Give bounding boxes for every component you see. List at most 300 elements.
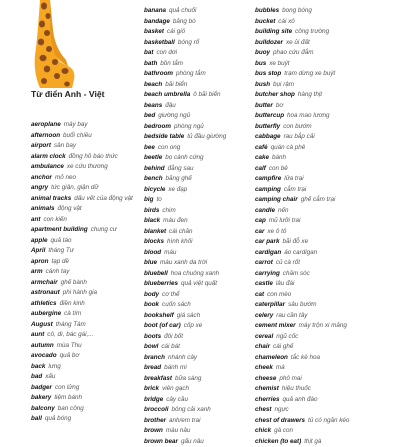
dictionary-entry: [144, 153, 259, 164]
dictionary-entry: [31, 414, 146, 425]
english-word: afternoon: [31, 132, 60, 139]
english-word: calf: [255, 165, 266, 172]
dictionary-entry: [255, 48, 370, 59]
english-word: book: [144, 301, 159, 308]
dictionary-entry: [255, 426, 370, 437]
dictionary-entry: [31, 152, 146, 163]
dictionary-entry: [255, 437, 370, 447]
dictionary-entry: [255, 258, 370, 269]
vietnamese-translation: phòng tắm: [176, 70, 206, 77]
vietnamese-translation: xấu: [45, 373, 55, 380]
english-word: aubergine: [31, 310, 61, 317]
english-word: astronaut: [31, 289, 60, 296]
vietnamese-translation: điền kinh: [60, 300, 85, 307]
english-word: bath: [144, 60, 157, 67]
english-word: body: [144, 291, 159, 298]
dictionary-entry: [144, 384, 259, 395]
dictionary-entry: [144, 342, 259, 353]
vietnamese-translation: ngũ cốc: [276, 333, 298, 340]
vietnamese-translation: bông cải xanh: [172, 406, 211, 413]
vietnamese-translation: phô mai: [279, 375, 301, 382]
dictionary-column-1: [31, 120, 146, 425]
vietnamese-translation: đậu: [165, 102, 176, 109]
dictionary-entry: [255, 227, 370, 238]
vietnamese-translation: quả bóng: [45, 415, 71, 422]
dictionary-entry: [255, 59, 370, 70]
vietnamese-translation: rau cần tây: [276, 312, 307, 319]
english-word: castle: [255, 280, 273, 287]
vietnamese-translation: lửa trại: [284, 175, 303, 182]
english-word: butterfly: [255, 123, 280, 130]
dictionary-entry: [255, 164, 370, 175]
dictionary-entry: [31, 330, 146, 341]
english-word: boot (of car): [144, 322, 181, 329]
english-word: bubbles: [255, 7, 279, 14]
english-word: bus: [255, 60, 266, 67]
english-word: black: [144, 217, 160, 224]
english-word: car park: [255, 238, 280, 245]
english-word: bluebell: [144, 270, 168, 277]
english-word: butter: [255, 102, 273, 109]
english-word: brown: [144, 427, 163, 434]
english-word: cake: [255, 154, 269, 161]
vietnamese-translation: nến: [278, 207, 289, 214]
dictionary-entry: [31, 246, 146, 257]
dictionary-entry: [255, 342, 370, 353]
english-word: badger: [31, 384, 52, 391]
dictionary-entry: [255, 185, 370, 196]
english-word: broccoli: [144, 406, 169, 413]
vietnamese-translation: thịt gà: [304, 438, 321, 445]
vietnamese-translation: con mèo: [267, 291, 291, 298]
vietnamese-translation: cô, dì, bác gái,...: [47, 331, 93, 338]
vietnamese-translation: áo cardigan: [284, 249, 317, 256]
english-word: ant: [31, 216, 40, 223]
vietnamese-translation: bơ: [276, 102, 283, 109]
vietnamese-translation: xe đạp: [168, 186, 187, 193]
vietnamese-translation: hiệu thuốc: [282, 385, 311, 392]
english-word: bus stop: [255, 70, 281, 77]
dictionary-entry: [144, 353, 259, 364]
dictionary-entry: [144, 258, 259, 269]
dictionary-entry: [255, 206, 370, 217]
vietnamese-translation: con kiến: [43, 216, 66, 223]
vietnamese-translation: cái giỏ: [167, 28, 185, 35]
english-word: camping chair: [255, 196, 298, 203]
dictionary-entry: [255, 248, 370, 259]
vietnamese-translation: giường ngủ: [158, 112, 190, 119]
dictionary-column-2: [144, 6, 259, 447]
vietnamese-translation: hoa mao lương: [287, 112, 329, 119]
dictionary-entry: [31, 278, 146, 289]
english-word: brick: [144, 385, 159, 392]
dictionary-entry: [31, 404, 146, 415]
english-word: August: [31, 321, 53, 328]
vietnamese-translation: to: [156, 196, 161, 203]
dictionary-entry: [255, 101, 370, 112]
english-word: blanket: [144, 228, 166, 235]
dictionary-entry: [31, 173, 146, 184]
vietnamese-translation: hàng thịt: [298, 91, 322, 98]
vietnamese-translation: phòng ngủ: [174, 123, 204, 130]
dictionary-entry: [31, 141, 146, 152]
dictionary-entry: [255, 290, 370, 301]
vietnamese-translation: tạp dề: [52, 258, 70, 265]
vietnamese-translation: xe ủi đất: [286, 39, 310, 46]
english-word: bed: [144, 112, 155, 119]
vietnamese-translation: đôi bốt: [164, 333, 183, 340]
dictionary-entry: [31, 257, 146, 268]
english-word: camping: [255, 186, 281, 193]
dictionary-entry: [31, 183, 146, 194]
vietnamese-translation: mùa Thu: [57, 342, 82, 349]
vietnamese-translation: cái xô: [278, 18, 294, 25]
vietnamese-translation: bãi biển: [165, 81, 187, 88]
dictionary-entry: [144, 59, 259, 70]
english-word: campfire: [255, 175, 281, 182]
english-word: bulldozer: [255, 39, 283, 46]
vietnamese-translation: màu xanh da trời: [160, 259, 207, 266]
dictionary-entry: [144, 363, 259, 374]
dictionary-entry: [31, 225, 146, 236]
english-word: avocado: [31, 352, 57, 359]
dictionary-entry: [144, 195, 259, 206]
english-word: cardigan: [255, 249, 281, 256]
dictionary-entry: [255, 311, 370, 322]
dictionary-entry: [144, 416, 259, 427]
dictionary-entry: [31, 372, 146, 383]
english-word: bowl: [144, 343, 158, 350]
dictionary-entry: [255, 80, 370, 91]
vietnamese-translation: ngực: [274, 406, 288, 413]
english-word: beetle: [144, 154, 162, 161]
vietnamese-translation: lâu đài: [276, 280, 295, 287]
dictionary-entry: [144, 90, 259, 101]
dictionary-entry: [255, 122, 370, 133]
dictionary-entry: [144, 405, 259, 416]
vietnamese-translation: quán cà phê: [271, 144, 306, 151]
vietnamese-translation: động vật: [57, 205, 81, 212]
vietnamese-translation: sân bay: [54, 142, 76, 149]
dictionary-entry: [144, 132, 259, 143]
vietnamese-translation: cái ghế: [273, 343, 293, 350]
english-word: brown bear: [144, 438, 178, 445]
english-word: bush: [255, 81, 270, 88]
english-word: carrying: [255, 270, 280, 277]
vietnamese-translation: bánh mì: [164, 364, 187, 371]
vietnamese-translation: con bướm: [283, 123, 311, 130]
vietnamese-translation: anh/em trai: [169, 417, 201, 424]
english-word: cabbage: [255, 133, 281, 140]
dictionary-entry: [255, 237, 370, 248]
vietnamese-translation: gà con: [274, 427, 293, 434]
vietnamese-translation: quả bơ: [60, 352, 80, 359]
vietnamese-translation: ô bãi biển: [193, 91, 220, 98]
english-word: beach umbrella: [144, 91, 190, 98]
vietnamese-translation: cơ thể: [162, 291, 179, 298]
dictionary-entry: [31, 341, 146, 352]
vietnamese-translation: con bê: [269, 165, 288, 172]
english-word: chicken (to eat): [255, 438, 301, 445]
vietnamese-translation: xe buýt: [269, 60, 289, 67]
vietnamese-translation: ban công: [58, 405, 84, 412]
english-word: brother: [144, 417, 166, 424]
dictionary-entry: [255, 384, 370, 395]
english-word: chick: [255, 427, 271, 434]
vietnamese-translation: má: [276, 364, 285, 371]
vietnamese-translation: ghế cắm trại: [301, 196, 336, 203]
vietnamese-translation: cuốn sách: [162, 301, 191, 308]
english-word: bread: [144, 364, 161, 371]
vietnamese-translation: hình khối: [167, 238, 193, 245]
english-word: buoy: [255, 49, 270, 56]
dictionary-entry: [255, 38, 370, 49]
vietnamese-translation: màu đen: [163, 217, 188, 224]
english-word: beans: [144, 102, 162, 109]
page-title: Từ điển Anh - Việt: [31, 89, 105, 99]
dictionary-entry: [255, 174, 370, 185]
vietnamese-translation: viên gạch: [162, 385, 189, 392]
english-word: cheek: [255, 364, 273, 371]
vietnamese-translation: tắc kè hoa: [291, 354, 320, 361]
english-word: ball: [31, 415, 42, 422]
vietnamese-translation: con ong: [158, 144, 180, 151]
dictionary-entry: [144, 279, 259, 290]
vietnamese-translation: đằng sau: [168, 165, 194, 172]
english-word: birds: [144, 207, 159, 214]
vietnamese-translation: bong bóng: [282, 7, 312, 14]
english-word: blue: [144, 259, 157, 266]
vietnamese-translation: tức giận, giận dữ: [51, 184, 98, 191]
english-word: arm: [31, 268, 43, 275]
vietnamese-translation: quả chuối: [169, 7, 196, 14]
english-word: cap: [255, 217, 266, 224]
dictionary-entry: [144, 290, 259, 301]
dictionary-entry: [255, 111, 370, 122]
vietnamese-translation: tháng Tám: [56, 321, 86, 328]
dictionary-entry: [31, 194, 146, 205]
dictionary-entry: [144, 143, 259, 154]
english-word: chest: [255, 406, 271, 413]
english-word: bandage: [144, 18, 170, 25]
english-word: chameleon: [255, 354, 288, 361]
english-word: café: [255, 144, 268, 151]
dictionary-entry: [31, 288, 146, 299]
english-word: cherries: [255, 396, 280, 403]
dictionary-entry: [144, 185, 259, 196]
dictionary-entry: [144, 332, 259, 343]
dictionary-entry: [144, 111, 259, 122]
dictionary-entry: [255, 195, 370, 206]
english-word: big: [144, 196, 153, 203]
vietnamese-translation: lưng: [48, 363, 60, 370]
english-word: aunt: [31, 331, 44, 338]
english-word: ambulance: [31, 163, 64, 170]
vietnamese-translation: cái bát: [161, 343, 180, 350]
giraffe-illustration: [22, 0, 84, 88]
dictionary-entry: [31, 267, 146, 278]
english-word: airport: [31, 142, 51, 149]
vietnamese-translation: quả táo: [50, 237, 71, 244]
english-word: bucket: [255, 18, 275, 25]
dictionary-entry: [144, 248, 259, 259]
english-word: armchair: [31, 279, 58, 286]
dictionary-entry: [255, 279, 370, 290]
english-word: animal tracks: [31, 195, 71, 202]
english-word: breakfast: [144, 375, 172, 382]
english-word: balcony: [31, 405, 55, 412]
english-word: animals: [31, 205, 54, 212]
vietnamese-translation: chăm sóc: [283, 270, 310, 277]
vietnamese-translation: cà tím: [64, 310, 81, 317]
english-word: candle: [255, 207, 275, 214]
vietnamese-translation: chung cư: [91, 226, 117, 233]
english-word: aeroplane: [31, 121, 61, 128]
english-word: building site: [255, 28, 292, 35]
vietnamese-translation: giá sách: [177, 312, 200, 319]
english-word: bicycle: [144, 186, 165, 193]
vietnamese-translation: buổi chiều: [63, 132, 92, 139]
english-word: banana: [144, 7, 166, 14]
vietnamese-translation: tủ có ngăn kéo: [308, 417, 349, 424]
dictionary-entry: [144, 206, 259, 217]
dictionary-entry: [144, 80, 259, 91]
english-word: autumn: [31, 342, 54, 349]
vietnamese-translation: hoa chuông xanh: [171, 270, 219, 277]
dictionary-entry: [255, 216, 370, 227]
dictionary-entry: [144, 17, 259, 28]
english-word: bedroom: [144, 123, 171, 130]
english-word: apartment building: [31, 226, 88, 233]
dictionary-entry: [144, 216, 259, 227]
english-word: blood: [144, 249, 161, 256]
english-word: bat: [144, 49, 153, 56]
dictionary-entry: [31, 131, 146, 142]
vietnamese-translation: mỏ neo: [55, 174, 76, 181]
dictionary-entry: [255, 90, 370, 101]
dictionary-entry: [255, 353, 370, 364]
vietnamese-translation: tháng Tư: [48, 247, 73, 254]
dictionary-entry: [255, 332, 370, 343]
vietnamese-translation: trạm dừng xe buýt: [284, 70, 335, 77]
dictionary-entry: [144, 227, 259, 238]
dictionary-entry: [31, 393, 146, 404]
dictionary-entry: [144, 38, 259, 49]
vietnamese-translation: con dơi: [156, 49, 177, 56]
english-word: chair: [255, 343, 270, 350]
vietnamese-translation: sâu bướm: [288, 301, 316, 308]
vietnamese-translation: dấu vết của động vật: [74, 195, 132, 202]
dictionary-entry: [31, 215, 146, 226]
vietnamese-translation: nhánh cây: [168, 354, 197, 361]
vietnamese-translation: tủ đầu giường: [187, 133, 226, 140]
dictionary-entry: [255, 363, 370, 374]
vietnamese-translation: cánh tay: [46, 268, 70, 275]
english-word: branch: [144, 354, 165, 361]
dictionary-column-3: [255, 6, 370, 447]
english-word: bee: [144, 144, 155, 151]
dictionary-entry: [31, 120, 146, 131]
english-word: car: [255, 228, 264, 235]
dictionary-entry: [144, 6, 259, 17]
vietnamese-translation: bụi rậm: [273, 81, 294, 88]
dictionary-entry: [144, 164, 259, 175]
english-word: bookshelf: [144, 312, 174, 319]
dictionary-entry: [31, 299, 146, 310]
vietnamese-translation: rau bắp cải: [284, 133, 315, 140]
vietnamese-translation: bánh: [272, 154, 286, 161]
vietnamese-translation: máy bay: [64, 121, 88, 128]
english-word: cereal: [255, 333, 273, 340]
vietnamese-translation: củ cà rốt: [276, 259, 300, 266]
english-word: basketball: [144, 39, 175, 46]
dictionary-entry: [255, 321, 370, 332]
dictionary-entry: [144, 237, 259, 248]
dictionary-entry: [144, 122, 259, 133]
english-word: bench: [144, 175, 163, 182]
english-word: chemist: [255, 385, 279, 392]
dictionary-entry: [31, 351, 146, 362]
english-word: butcher shop: [255, 91, 295, 98]
english-word: athletics: [31, 300, 57, 307]
vietnamese-translation: quả anh đào: [283, 396, 318, 403]
english-word: back: [31, 363, 45, 370]
english-word: April: [31, 247, 45, 254]
dictionary-entry: [255, 405, 370, 416]
dictionary-entry: [255, 153, 370, 164]
vietnamese-translation: ghế bành: [61, 279, 87, 286]
english-word: celery: [255, 312, 273, 319]
dictionary-entry: [255, 269, 370, 280]
vietnamese-translation: chim: [162, 207, 175, 214]
dictionary-entry: [31, 320, 146, 331]
vietnamese-translation: con lửng: [55, 384, 79, 391]
vietnamese-translation: đồng hồ báo thức: [69, 153, 118, 160]
vietnamese-translation: phi hành gia: [63, 289, 97, 296]
english-word: caterpillar: [255, 301, 285, 308]
dictionary-entry: [144, 27, 259, 38]
english-word: bedside table: [144, 133, 184, 140]
dictionary-entry: [255, 6, 370, 17]
vietnamese-translation: công trường: [295, 28, 329, 35]
english-word: cat: [255, 291, 264, 298]
dictionary-entry: [255, 132, 370, 143]
dictionary-entry: [144, 321, 259, 332]
dictionary-entry: [31, 383, 146, 394]
dictionary-entry: [31, 162, 146, 173]
vietnamese-translation: mũ lưỡi trai: [269, 217, 301, 224]
vietnamese-translation: phao cứu đắm: [273, 49, 313, 56]
english-word: carrot: [255, 259, 273, 266]
english-word: blocks: [144, 238, 164, 245]
vietnamese-translation: băng ghế: [166, 175, 192, 182]
english-word: boots: [144, 333, 161, 340]
dictionary-entry: [144, 69, 259, 80]
english-word: angry: [31, 184, 48, 191]
dictionary-entry: [31, 236, 146, 247]
english-word: bad: [31, 373, 42, 380]
dictionary-entry: [144, 437, 259, 447]
dictionary-entry: [144, 269, 259, 280]
dictionary-entry: [255, 17, 370, 28]
vietnamese-translation: máy trộn xi măng: [299, 322, 347, 329]
dictionary-entry: [144, 426, 259, 437]
english-word: alarm clock: [31, 153, 66, 160]
dictionary-entry: [255, 416, 370, 427]
vietnamese-translation: máu: [164, 249, 176, 256]
vietnamese-translation: bồn tắm: [160, 60, 183, 67]
dictionary-entry: [31, 362, 146, 373]
